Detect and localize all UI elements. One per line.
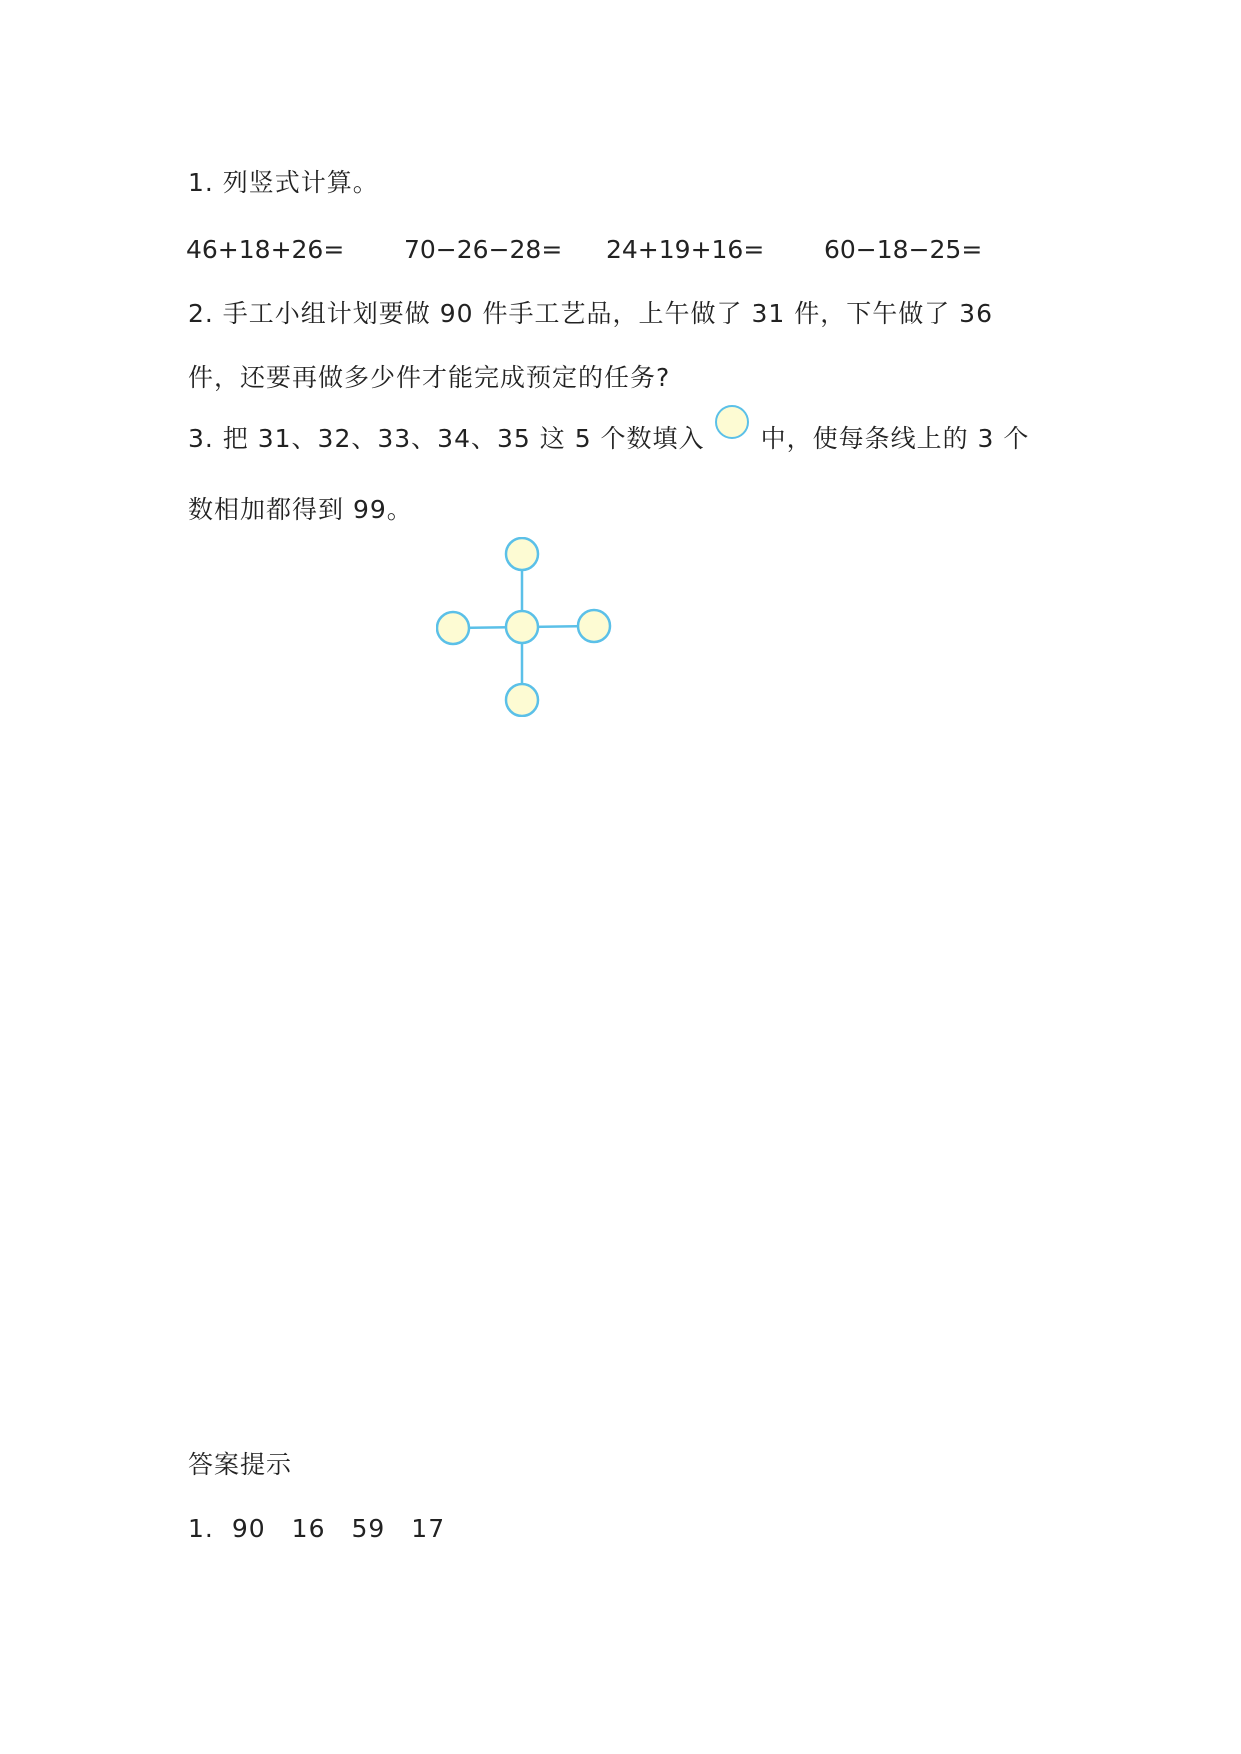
- answer-value-3: 59: [351, 1514, 386, 1543]
- answer-value-4: 17: [411, 1514, 446, 1543]
- question-3-text-before: 3. 把 31、32、33、34、35 这 5 个数填入: [188, 424, 705, 453]
- cross-diagram: [436, 537, 616, 717]
- question-1-title: 1. 列竖式计算。: [188, 168, 379, 197]
- expression-2: 70−26−28=: [404, 235, 563, 264]
- blank-circle-icon: [715, 405, 749, 439]
- circle-top[interactable]: [506, 538, 538, 570]
- answer-value-1: 90: [231, 1514, 266, 1543]
- answer-1-row: [188, 1511, 471, 1547]
- question-3-line-1: [188, 415, 1029, 457]
- answer-value-2: 16: [291, 1514, 326, 1543]
- expression-3: 24+19+16=: [606, 235, 765, 264]
- answers-heading: 答案提示: [188, 1450, 293, 1479]
- circle-right[interactable]: [578, 610, 610, 642]
- circle-center[interactable]: [506, 611, 538, 643]
- expression-4: 60−18−25=: [824, 235, 983, 264]
- circle-bottom[interactable]: [506, 684, 538, 716]
- circle-left[interactable]: [437, 612, 469, 644]
- expression-1: 46+18+26=: [186, 235, 345, 264]
- question-3-text-after: 中，使每条线上的 3 个: [760, 424, 1030, 453]
- answer-1-label: 1.: [188, 1514, 214, 1543]
- question-2-line-1: 2. 手工小组计划要做 90 件手工艺品，上午做了 31 件，下午做了 36: [188, 299, 993, 328]
- question-2-line-2: 件，还要再做多少件才能完成预定的任务?: [188, 363, 671, 392]
- question-3-line-2: 数相加都得到 99。: [188, 495, 413, 524]
